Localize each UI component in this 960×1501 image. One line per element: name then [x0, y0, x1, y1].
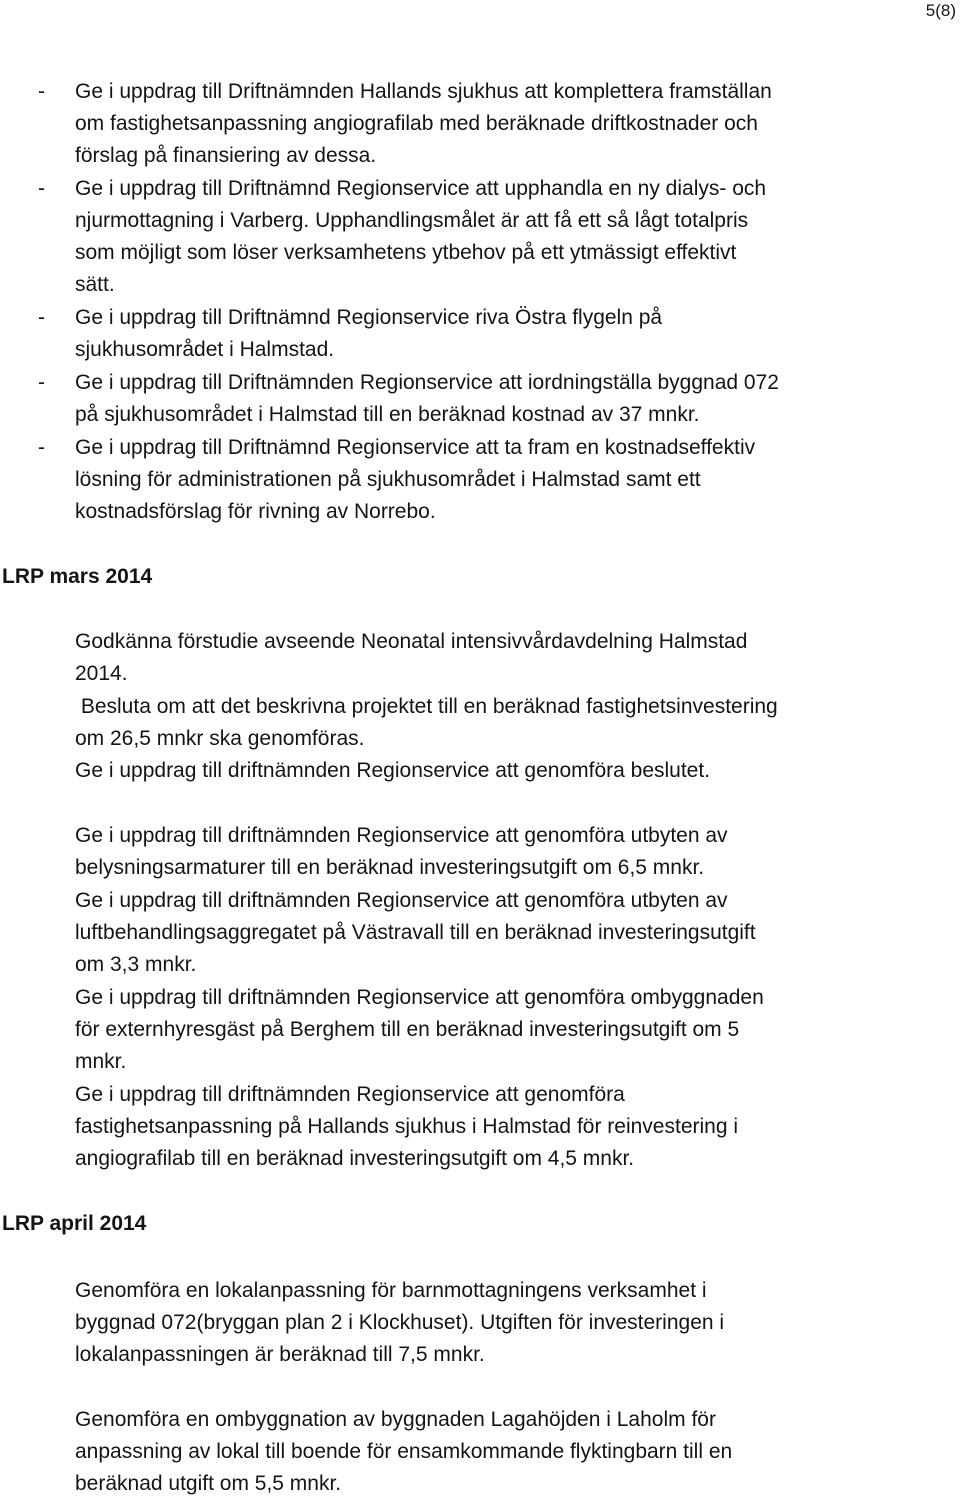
paragraph-line: lokalanpassningen är beräknad till 7,5 mnkr.: [75, 1343, 485, 1366]
bullet-marker: -: [38, 306, 45, 329]
section-heading: LRP april 2014: [2, 1212, 147, 1235]
paragraph-line: luftbehandlingsaggregatet på Västravall till en beräknad investeringsutgift: [75, 921, 756, 944]
paragraph-line: anpassning av lokal till boende för ensamkommande flyktingbarn till en: [75, 1440, 733, 1463]
paragraph-line: för externhyresgäst på Berghem till en beräknad investeringsutgift om 5: [75, 1018, 740, 1041]
paragraph-line: 2014.: [75, 662, 128, 685]
paragraph-line: om 26,5 mnkr ska genomföras.: [75, 727, 365, 750]
bullet-line: Ge i uppdrag till Driftnämnd Regionservice riva Östra flygeln på: [75, 306, 663, 329]
page-number: 5(8): [925, 1, 956, 20]
paragraph-line: Godkänna förstudie avseende Neonatal intensivvårdavdelning Halmstad: [75, 630, 748, 653]
bullet-line: som möjligt som löser verksamhetens ytbehov på ett ytmässigt effektivt: [75, 241, 737, 264]
bullet-marker: -: [38, 371, 45, 394]
paragraph-line: om 3,3 mnkr.: [75, 953, 197, 976]
paragraph-line: beräknad utgift om 5,5 mnkr.: [75, 1472, 342, 1495]
paragraph-line: Ge i uppdrag till driftnämnden Regionservice att genomföra utbyten av: [75, 824, 728, 847]
paragraph-line: angiografilab till en beräknad investeringsutgift om 4,5 mnkr.: [75, 1147, 635, 1170]
paragraph-line: Ge i uppdrag till driftnämnden Regionservice att genomföra ombyggnaden: [75, 986, 764, 1009]
paragraph-line: fastighetsanpassning på Hallands sjukhus i Halmstad för reinvestering i: [75, 1115, 739, 1138]
bullet-line: kostnadsförslag för rivning av Norrebo.: [75, 500, 436, 523]
paragraph-line: Genomföra en ombyggnation av byggnaden Lagahöjden i Laholm för: [75, 1408, 716, 1431]
bullet-line: sjukhusområdet i Halmstad.: [75, 338, 335, 361]
paragraph-line: belysningsarmaturer till en beräknad investeringsutgift om 6,5 mnkr.: [75, 856, 705, 879]
bullet-line: sätt.: [75, 273, 115, 296]
bullet-line: Ge i uppdrag till Driftnämnd Regionservice att upphandla en ny dialys- och: [75, 177, 767, 200]
bullet-marker: -: [38, 80, 45, 103]
section-heading: LRP mars 2014: [2, 565, 153, 588]
bullet-marker: -: [38, 436, 45, 459]
paragraph-line: Genomföra en lokalanpassning för barnmottagningens verksamhet i: [75, 1279, 707, 1302]
bullet-line: lösning för administrationen på sjukhusområdet i Halmstad samt ett: [75, 468, 701, 491]
paragraph-line: mnkr.: [75, 1050, 127, 1073]
bullet-line: på sjukhusområdet i Halmstad till en beräknad kostnad av 37 mnkr.: [75, 403, 700, 426]
bullet-line: njurmottagning i Varberg. Upphandlingsmålet är att få ett så lågt totalpris: [75, 209, 749, 232]
paragraph-line: byggnad 072(bryggan plan 2 i Klockhuset). Utgiften för investeringen i: [75, 1311, 725, 1334]
bullet-line: Ge i uppdrag till Driftnämnden Hallands sjukhus att komplettera framställan: [75, 80, 772, 103]
paragraph-line: Ge i uppdrag till driftnämnden Regionservice att genomföra utbyten av: [75, 889, 728, 912]
paragraph-line: Besluta om att det beskrivna projektet till en beräknad fastighetsinvestering: [75, 695, 778, 718]
paragraph-line: Ge i uppdrag till driftnämnden Regionservice att genomföra beslutet.: [75, 759, 711, 782]
bullet-line: förslag på finansiering av dessa.: [75, 144, 377, 167]
bullet-line: Ge i uppdrag till Driftnämnd Regionservice att ta fram en kostnadseffektiv: [75, 436, 756, 459]
bullet-line: om fastighetsanpassning angiografilab med beräknade driftkostnader och: [75, 112, 758, 135]
paragraph-line: Ge i uppdrag till driftnämnden Regionservice att genomföra: [75, 1083, 625, 1106]
bullet-line: Ge i uppdrag till Driftnämnden Regionservice att iordningställa byggnad 072: [75, 371, 779, 394]
bullet-marker: -: [38, 177, 45, 200]
